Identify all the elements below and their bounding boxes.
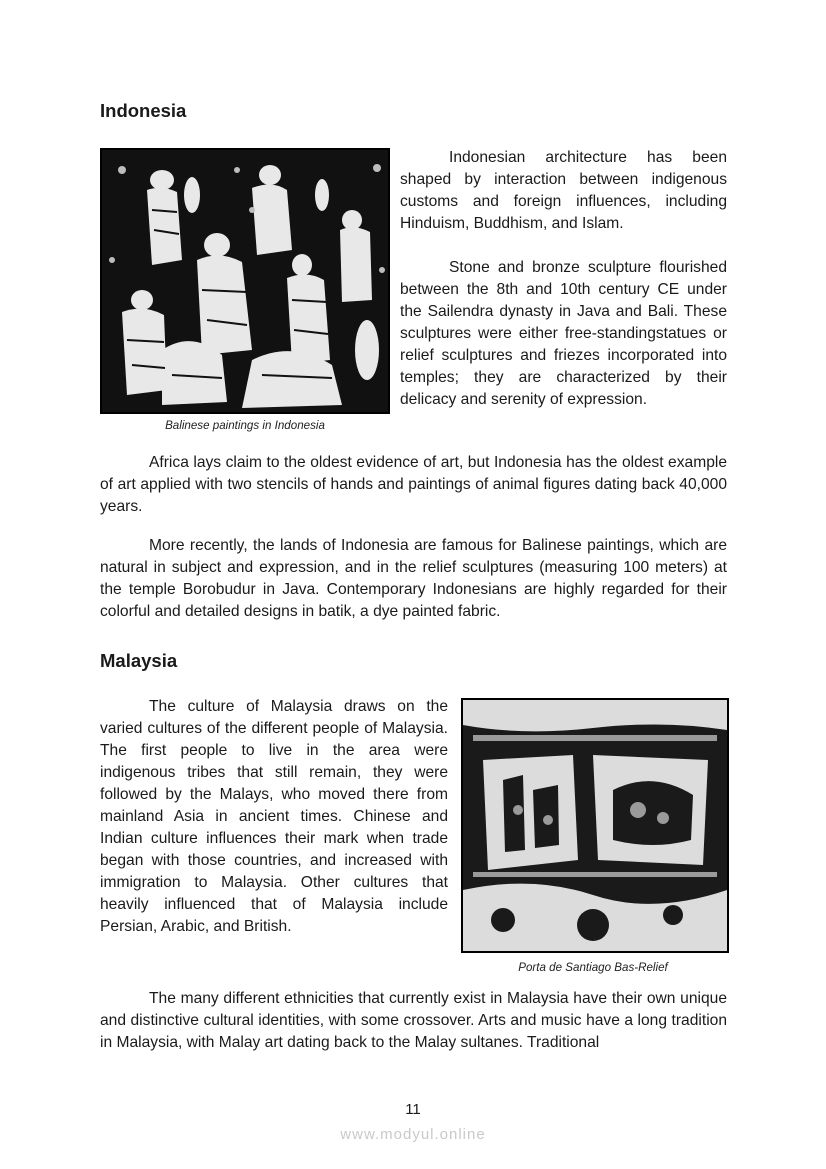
paragraph-indonesia-oldest-art: Africa lays claim to the oldest evidence of art, but Indonesia has the oldest example of art applied with two stencils of hands and paintings of animal figures dating back 40,000 years. <box>100 454 727 515</box>
figure-caption-malaysia: Porta de Santiago Bas-Relief <box>518 961 668 974</box>
page-number: 11 <box>405 1101 421 1118</box>
balinese-painting-illustration <box>102 150 388 412</box>
paragraph-malaysia-culture: The culture of Malaysia draws on the varied cultures of the different people of Malaysia. The first people to live in the area were indigenous tribes that still remain, they were followed by the Malays, who moved there from mainland Asia in ancient times. Chinese and Indian culture influences their mark when trade began with those countries, and increased with immigration to Malaysia. Other cultures that heavily influenced that of Malaysia include Persian, Arabic, and British. <box>100 698 448 935</box>
paragraph-malaysia-ethnicities: The many different ethnicities that currently exist in Malaysia have their own unique and distinctive cultural identities, with some crossover. Arts and music have a long tradition in Malaysia, with Malay art dating back to the Malay sultanes. Traditional <box>100 990 727 1051</box>
section-heading-indonesia: Indonesia <box>100 100 187 121</box>
paragraph-indonesia-sculpture: Stone and bronze sculpture flourished between the 8th and 10th century CE under the Sailendra dynasty in Java and Bali. These sculptures were either free-standingstatues or relief sculptures and friezes incorporated into temples; they are characterized by their delicacy and serenity of expression. <box>400 259 727 408</box>
watermark-text: www.modyul.online <box>340 1126 486 1143</box>
paragraph-indonesia-architecture: Indonesian architecture has been shaped by interaction between indigenous customs and foreign influences, including Hinduism, Buddhism, and Islam. <box>400 149 727 232</box>
figure-caption-indonesia: Balinese paintings in Indonesia <box>165 419 325 432</box>
balinese-painting-image <box>100 148 390 414</box>
paragraph-indonesia-balinese: More recently, the lands of Indonesia are famous for Balinese paintings, which are natural in subject and expression, and in the relief sculptures (measuring 100 meters) at the temple Borobudur in Java. Contemporary Indonesians are highly regarded for their colorful and detailed designs in batik, a dye painted fabric. <box>100 537 727 620</box>
bas-relief-illustration <box>463 700 727 951</box>
section-heading-malaysia: Malaysia <box>100 650 178 671</box>
porta-de-santiago-image <box>461 698 729 953</box>
